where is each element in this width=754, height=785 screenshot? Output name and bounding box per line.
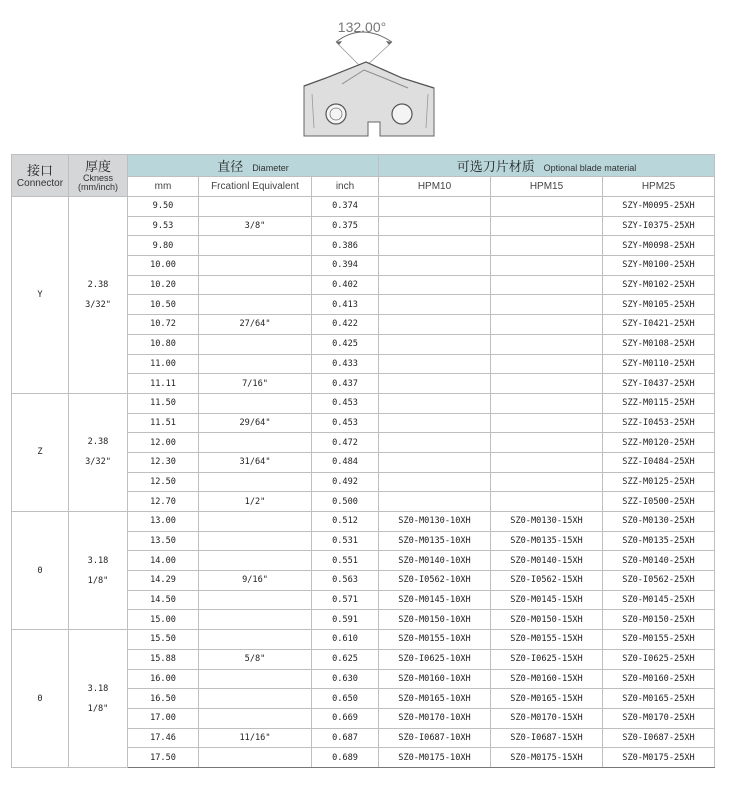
cell-hpm15: SZ0-I0562-15XH [491, 571, 603, 591]
cell-thickness [69, 512, 128, 630]
cell-mm: 14.29 [128, 571, 199, 591]
col-hpm10: HPM10 [379, 177, 491, 197]
cell-inch: 0.484 [312, 452, 379, 472]
cell-mm: 15.50 [128, 630, 199, 650]
cell-inch: 0.687 [312, 728, 379, 748]
table-row [12, 197, 715, 217]
cell-hpm10: SZ0-I0687-10XH [379, 728, 491, 748]
cell-inch: 0.689 [312, 748, 379, 768]
cell-hpm10: SZ0-M0135-10XH [379, 531, 491, 551]
cell-hpm15 [491, 334, 603, 354]
thickness-mm: 3.18 [87, 555, 109, 566]
cell-fraction [199, 275, 312, 295]
cell-hpm15 [491, 433, 603, 453]
cell-hpm10 [379, 275, 491, 295]
cell-hpm25: SZY-M0105-25XH [603, 295, 715, 315]
thickness-inch: 3/32" [85, 299, 111, 310]
cell-hpm15 [491, 197, 603, 217]
cell-connector: 0 [12, 630, 69, 768]
cell-hpm25: SZY-I0437-25XH [603, 374, 715, 394]
cell-hpm15: SZ0-M0160-15XH [491, 669, 603, 689]
cell-inch: 0.402 [312, 275, 379, 295]
cell-hpm10: SZ0-M0165-10XH [379, 689, 491, 709]
material-header [379, 155, 715, 177]
cell-inch: 0.563 [312, 571, 379, 591]
blade-drawing [296, 8, 446, 148]
cell-mm: 11.00 [128, 354, 199, 374]
cell-hpm25: SZ0-I0687-25XH [603, 728, 715, 748]
angle-label: 132.00° [337, 19, 387, 35]
col-inch: inch [312, 177, 379, 197]
cell-hpm25: SZ0-M0155-25XH [603, 630, 715, 650]
cell-fraction [199, 610, 312, 630]
cell-fraction [199, 472, 312, 492]
cell-hpm25: SZ0-M0165-25XH [603, 689, 715, 709]
cell-mm: 17.46 [128, 728, 199, 748]
cell-mm: 12.50 [128, 472, 199, 492]
cell-hpm15 [491, 452, 603, 472]
cell-hpm25: SZ0-M0175-25XH [603, 748, 715, 768]
cell-hpm15: SZ0-M0135-15XH [491, 531, 603, 551]
thickness-header-en: Ckness [82, 173, 113, 183]
cell-hpm25: SZY-I0375-25XH [603, 216, 715, 236]
cell-hpm15: SZ0-M0145-15XH [491, 590, 603, 610]
cell-mm: 16.00 [128, 669, 199, 689]
cell-inch: 0.453 [312, 413, 379, 433]
cell-mm: 10.00 [128, 256, 199, 276]
diameter-header-zh: 直径 [217, 158, 244, 174]
cell-hpm15: SZ0-M0130-15XH [491, 512, 603, 532]
cell-fraction: 9/16" [199, 571, 312, 591]
cell-fraction [199, 531, 312, 551]
cell-inch: 0.531 [312, 531, 379, 551]
cell-hpm25: SZY-M0110-25XH [603, 354, 715, 374]
thickness-inch: 1/8" [87, 703, 109, 714]
col-mm: mm [128, 177, 199, 197]
cell-mm: 13.00 [128, 512, 199, 532]
cell-fraction [199, 512, 312, 532]
cell-connector: Y [12, 197, 69, 394]
cell-fraction: 27/64" [199, 315, 312, 335]
cell-connector: 0 [12, 512, 69, 630]
cell-hpm10 [379, 472, 491, 492]
cell-hpm25: SZZ-M0125-25XH [603, 472, 715, 492]
diameter-header-en: Diameter [252, 162, 289, 173]
thickness-header [69, 155, 128, 197]
cell-fraction: 11/16" [199, 728, 312, 748]
cell-hpm25: SZY-M0095-25XH [603, 197, 715, 217]
cell-hpm15 [491, 354, 603, 374]
cell-thickness [69, 393, 128, 511]
cell-fraction: 1/2" [199, 492, 312, 512]
cell-hpm15 [491, 216, 603, 236]
cell-hpm25: SZY-M0098-25XH [603, 236, 715, 256]
cell-fraction [199, 334, 312, 354]
cell-inch: 0.433 [312, 354, 379, 374]
table-row [12, 393, 715, 413]
cell-fraction: 7/16" [199, 374, 312, 394]
thickness-header-unit: (mm/inch) [78, 182, 118, 192]
cell-mm: 15.00 [128, 610, 199, 630]
thickness-mm: 2.38 [87, 279, 109, 290]
cell-inch: 0.669 [312, 708, 379, 728]
table-body [12, 197, 715, 768]
cell-inch: 0.650 [312, 689, 379, 709]
cell-fraction [199, 551, 312, 571]
cell-hpm10 [379, 492, 491, 512]
cell-hpm10 [379, 236, 491, 256]
cell-mm: 17.50 [128, 748, 199, 768]
cell-hpm15 [491, 256, 603, 276]
cell-fraction [199, 354, 312, 374]
cell-mm: 13.50 [128, 531, 199, 551]
cell-fraction: 5/8" [199, 649, 312, 669]
cell-fraction [199, 256, 312, 276]
cell-hpm25: SZZ-I0453-25XH [603, 413, 715, 433]
cell-hpm15: SZ0-M0175-15XH [491, 748, 603, 768]
cell-hpm15 [491, 472, 603, 492]
cell-hpm25: SZ0-M0135-25XH [603, 531, 715, 551]
cell-hpm10 [379, 452, 491, 472]
thickness-inch: 3/32" [85, 457, 111, 468]
blade-spec-table [11, 154, 715, 768]
cell-hpm15 [491, 315, 603, 335]
cell-hpm25: SZZ-M0120-25XH [603, 433, 715, 453]
cell-hpm10 [379, 374, 491, 394]
connector-header [12, 155, 69, 197]
cell-inch: 0.386 [312, 236, 379, 256]
cell-hpm10 [379, 295, 491, 315]
connector-header-zh: 接口 [26, 162, 53, 178]
cell-hpm10: SZ0-M0130-10XH [379, 512, 491, 532]
cell-hpm15: SZ0-M0165-15XH [491, 689, 603, 709]
cell-fraction [199, 708, 312, 728]
cell-hpm25: SZ0-I0562-25XH [603, 571, 715, 591]
cell-hpm25: SZ0-M0145-25XH [603, 590, 715, 610]
cell-inch: 0.591 [312, 610, 379, 630]
cell-inch: 0.425 [312, 334, 379, 354]
cell-fraction [199, 197, 312, 217]
cell-inch: 0.551 [312, 551, 379, 571]
cell-hpm10: SZ0-I0562-10XH [379, 571, 491, 591]
cell-mm: 11.50 [128, 393, 199, 413]
connector-header-en: Connector [16, 177, 64, 189]
cell-hpm25: SZZ-I0484-25XH [603, 452, 715, 472]
col-hpm15: HPM15 [491, 177, 603, 197]
mount-hole-left [326, 104, 346, 124]
cell-mm: 9.50 [128, 197, 199, 217]
cell-mm: 16.50 [128, 689, 199, 709]
cell-hpm25: SZ0-I0625-25XH [603, 649, 715, 669]
cell-hpm10 [379, 413, 491, 433]
cell-mm: 10.20 [128, 275, 199, 295]
cell-hpm25: SZ0-M0170-25XH [603, 708, 715, 728]
cell-fraction [199, 748, 312, 768]
cell-hpm15 [491, 236, 603, 256]
diameter-header [128, 155, 379, 177]
angle-leader-left [336, 42, 362, 68]
material-header-zh: 可选刀片材质 [456, 158, 535, 174]
thickness-inch: 1/8" [87, 575, 109, 586]
cell-fraction: 29/64" [199, 413, 312, 433]
cell-mm: 11.11 [128, 374, 199, 394]
cell-inch: 0.453 [312, 393, 379, 413]
cell-hpm10 [379, 315, 491, 335]
cell-fraction: 3/8" [199, 216, 312, 236]
cell-fraction [199, 236, 312, 256]
cell-fraction [199, 433, 312, 453]
cell-hpm25: SZ0-M0150-25XH [603, 610, 715, 630]
cell-inch: 0.422 [312, 315, 379, 335]
cell-mm: 17.00 [128, 708, 199, 728]
cell-hpm15: SZ0-M0150-15XH [491, 610, 603, 630]
cell-inch: 0.571 [312, 590, 379, 610]
cell-hpm10 [379, 393, 491, 413]
cell-fraction: 31/64" [199, 452, 312, 472]
cell-inch: 0.413 [312, 295, 379, 315]
cell-hpm25: SZY-M0108-25XH [603, 334, 715, 354]
cell-hpm15: SZ0-M0155-15XH [491, 630, 603, 650]
cell-hpm15: SZ0-I0625-15XH [491, 649, 603, 669]
col-hpm25: HPM25 [603, 177, 715, 197]
cell-hpm10: SZ0-M0175-10XH [379, 748, 491, 768]
cell-mm: 10.72 [128, 315, 199, 335]
cell-mm: 10.50 [128, 295, 199, 315]
cell-mm: 12.00 [128, 433, 199, 453]
cell-inch: 0.394 [312, 256, 379, 276]
cell-inch: 0.625 [312, 649, 379, 669]
cell-thickness [69, 197, 128, 394]
cell-fraction [199, 630, 312, 650]
cell-fraction [199, 689, 312, 709]
cell-hpm15: SZ0-M0140-15XH [491, 551, 603, 571]
cell-hpm15 [491, 374, 603, 394]
cell-hpm10 [379, 216, 491, 236]
cell-fraction [199, 590, 312, 610]
cell-hpm10: SZ0-M0140-10XH [379, 551, 491, 571]
cell-inch: 0.630 [312, 669, 379, 689]
cell-hpm15 [491, 295, 603, 315]
cell-hpm15 [491, 275, 603, 295]
cell-mm: 14.00 [128, 551, 199, 571]
cell-mm: 9.53 [128, 216, 199, 236]
thickness-mm: 2.38 [87, 437, 109, 448]
cell-hpm10 [379, 256, 491, 276]
cell-mm: 12.30 [128, 452, 199, 472]
cell-hpm10: SZ0-I0625-10XH [379, 649, 491, 669]
cell-hpm10: SZ0-M0155-10XH [379, 630, 491, 650]
cell-thickness [69, 630, 128, 768]
cell-hpm10 [379, 354, 491, 374]
cell-inch: 0.500 [312, 492, 379, 512]
cell-hpm15: SZ0-M0170-15XH [491, 708, 603, 728]
cell-inch: 0.374 [312, 197, 379, 217]
cell-connector: Z [12, 393, 69, 511]
cell-hpm25: SZY-M0102-25XH [603, 275, 715, 295]
mount-hole-right [392, 104, 412, 124]
thickness-mm: 3.18 [87, 683, 109, 694]
cell-mm: 12.70 [128, 492, 199, 512]
cell-hpm15 [491, 393, 603, 413]
thickness-header-zh: 厚度 [84, 159, 111, 174]
cell-hpm10 [379, 334, 491, 354]
cell-hpm25: SZY-M0100-25XH [603, 256, 715, 276]
cell-hpm25: SZY-I0421-25XH [603, 315, 715, 335]
material-header-en: Optional blade material [543, 162, 637, 173]
cell-mm: 15.88 [128, 649, 199, 669]
table-row [12, 630, 715, 650]
cell-inch: 0.512 [312, 512, 379, 532]
cell-inch: 0.472 [312, 433, 379, 453]
cell-hpm10: SZ0-M0150-10XH [379, 610, 491, 630]
cell-fraction [199, 669, 312, 689]
cell-inch: 0.492 [312, 472, 379, 492]
cell-hpm10: SZ0-M0170-10XH [379, 708, 491, 728]
cell-hpm10 [379, 433, 491, 453]
cell-mm: 11.51 [128, 413, 199, 433]
cell-hpm15 [491, 413, 603, 433]
cell-hpm25: SZ0-M0130-25XH [603, 512, 715, 532]
cell-hpm25: SZ0-M0140-25XH [603, 551, 715, 571]
cell-mm: 10.80 [128, 334, 199, 354]
cell-inch: 0.375 [312, 216, 379, 236]
cell-hpm10: SZ0-M0160-10XH [379, 669, 491, 689]
cell-fraction [199, 295, 312, 315]
cell-hpm25: SZZ-I0500-25XH [603, 492, 715, 512]
cell-hpm10: SZ0-M0145-10XH [379, 590, 491, 610]
blade-body [304, 62, 434, 136]
cell-mm: 14.50 [128, 590, 199, 610]
cell-mm: 9.80 [128, 236, 199, 256]
cell-inch: 0.437 [312, 374, 379, 394]
cell-inch: 0.610 [312, 630, 379, 650]
cell-hpm25: SZ0-M0160-25XH [603, 669, 715, 689]
table-row [12, 512, 715, 532]
col-fraction: Frcationl Equivalent [199, 177, 312, 197]
cell-hpm25: SZZ-M0115-25XH [603, 393, 715, 413]
cell-hpm10 [379, 197, 491, 217]
cell-fraction [199, 393, 312, 413]
cell-hpm15 [491, 492, 603, 512]
cell-hpm15: SZ0-I0687-15XH [491, 728, 603, 748]
